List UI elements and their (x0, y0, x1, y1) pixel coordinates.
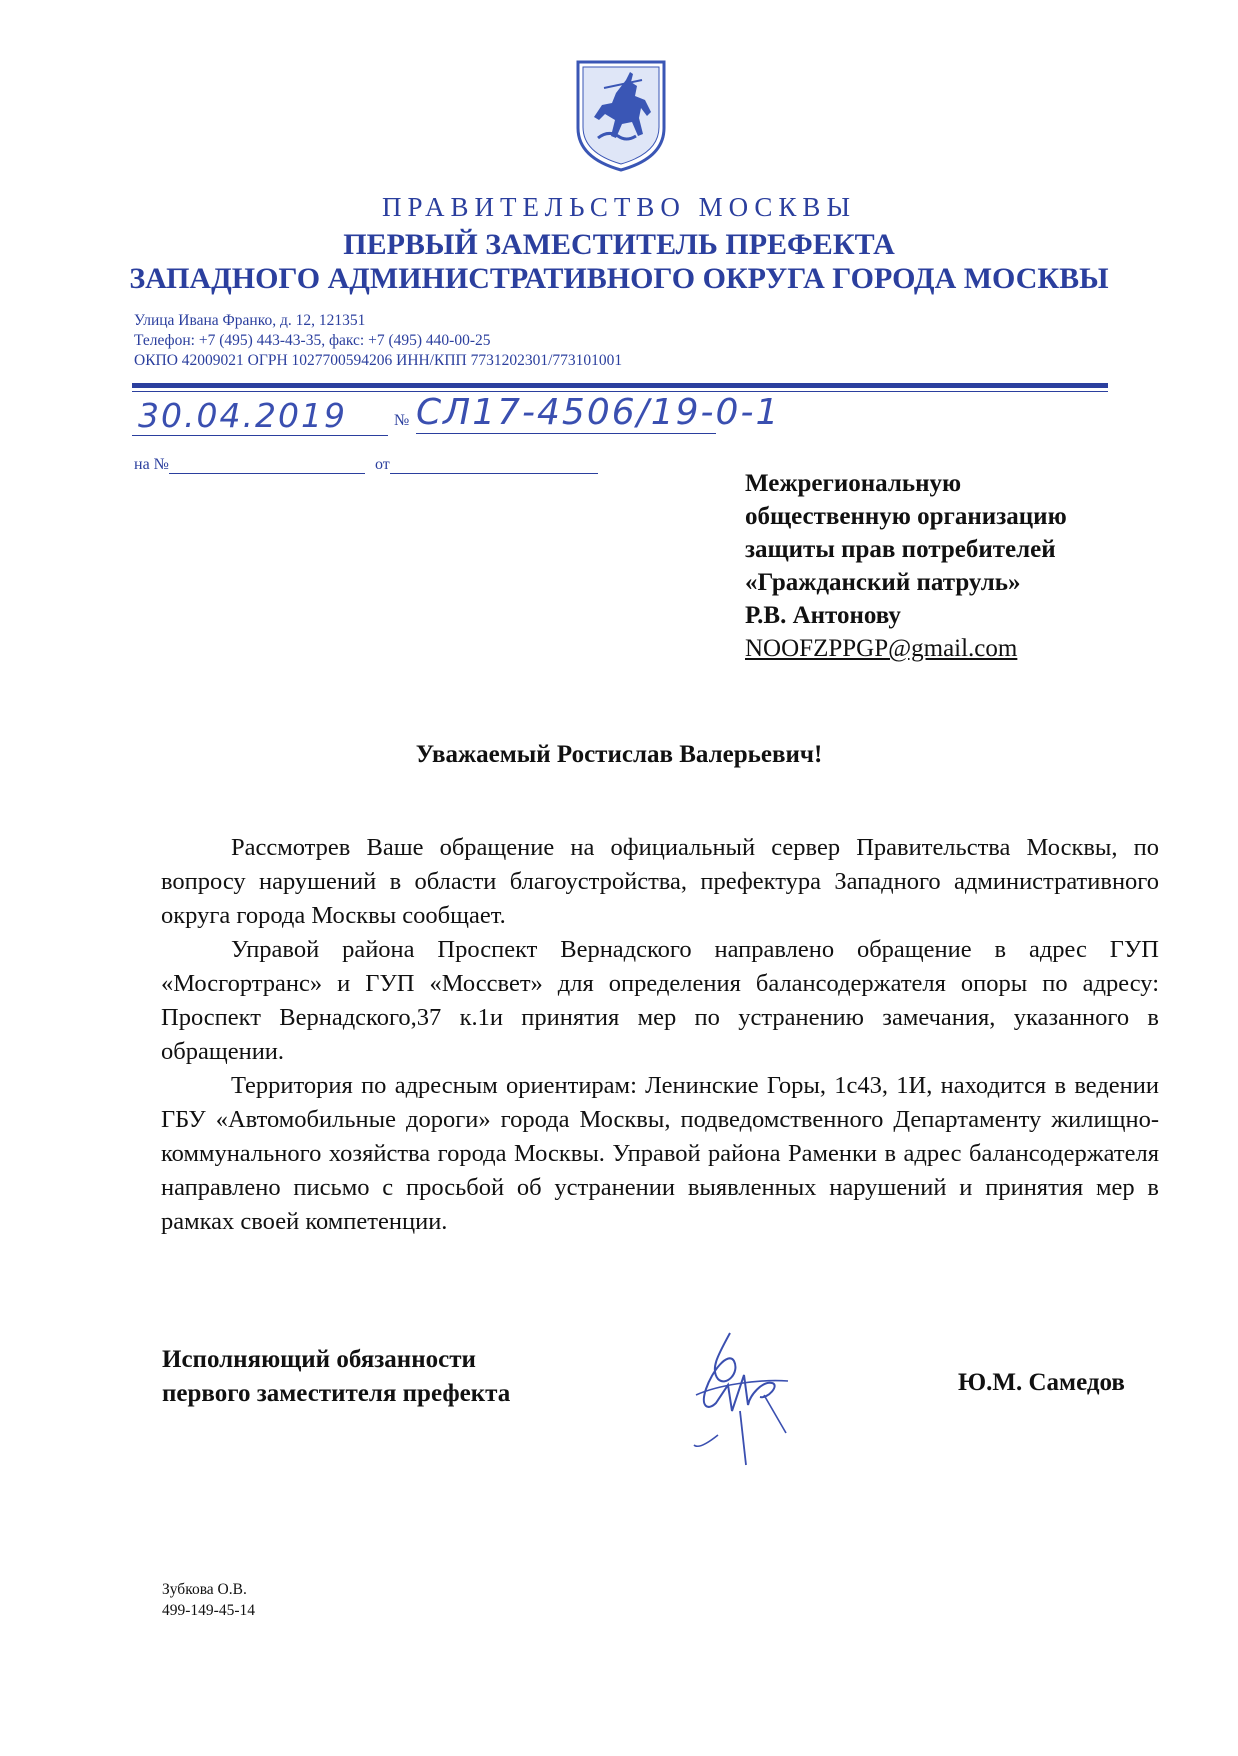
letterhead-title-line1: ПЕРВЫЙ ЗАМЕСТИТЕЛЬ ПРЕФЕКТА (343, 228, 895, 261)
letter-body (161, 831, 1159, 1239)
moscow-coat-of-arms-icon (574, 58, 668, 174)
addressee-name: Р.В. Антонову (745, 602, 901, 629)
registration-number: СЛ17-4506/19-0-1 (416, 392, 781, 433)
addressee-line: Межрегиональную (745, 470, 962, 497)
reference-number-label: на № (134, 456, 169, 473)
registration-date: 30.04.2019 (132, 396, 388, 436)
salutation: Уважаемый Ростислав Валерьевич! (415, 741, 823, 768)
body-paragraph: Управой района Проспект Вернадского направлено обращение в адрес ГУП «Мосгортранс» и ГУП «Моссвет» для определения балансодержателя опоры по адресу: Проспект Вернадского,37 к.1и принятия мер по устранению замечания, указанного в обращении. (161, 936, 1159, 1065)
letterhead-divider (132, 383, 1108, 388)
letterhead-codes: ОКПО 42009021 ОГРН 1027700594206 ИНН/КПП 7731202301/773101001 (134, 352, 623, 369)
signer-position-line1: Исполняющий обязанности (162, 1346, 476, 1373)
reference-date-blank (390, 457, 598, 474)
addressee-line: «Гражданский патруль» (745, 569, 1021, 596)
signer-position (162, 1343, 510, 1411)
letterhead-requisites (134, 311, 622, 371)
executor-info (162, 1579, 255, 1621)
handwritten-signature-icon (688, 1325, 798, 1467)
executor-name: Зубкова О.В. (162, 1581, 247, 1598)
reference-number-blank (169, 457, 365, 474)
body-paragraph: Рассмотрев Ваше обращение на официальный сервер Правительства Москвы, по вопросу нарушений в области благоустройства, префектура Западного административного округа города Москвы сообщает. (161, 834, 1159, 929)
government-name: ПРАВИТЕЛЬСТВО МОСКВЫ (381, 192, 856, 222)
reference-from-label: от (374, 456, 390, 473)
addressee-block (745, 467, 1067, 665)
signer-position-line2: первого заместителя префекта (162, 1380, 511, 1407)
letterhead-title-line2: ЗАПАДНОГО АДМИНИСТРАТИВНОГО ОКРУГА ГОРОДА МОСКВЫ (129, 262, 1109, 295)
body-paragraph: Территория по адресным ориентирам: Ленинские Горы, 1с43, 1И, находится в ведении ГБУ «Автомобильные дороги» города Москвы, подведомственного Департаменту жилищно-коммунального хозяйства города Москвы. Управой района Раменки в адрес балансодержателя направлено письмо с просьбой об устранении выявленных нарушений и принятия мер в рамках своей компетенции. (161, 1072, 1159, 1235)
letterhead-address: Улица Ивана Франко, д. 12, 121351 (134, 312, 366, 329)
addressee-line: общественную организацию (745, 503, 1067, 530)
signer-name: Ю.М. Самедов (958, 1369, 1125, 1396)
letterhead-title (0, 228, 1238, 296)
addressee-email: NOOFZPPGP@gmail.com (745, 635, 1018, 662)
reference-line (134, 456, 598, 474)
letterhead-phone: Телефон: +7 (495) 443-43-35, факс: +7 (495) 440-00-25 (134, 332, 491, 349)
registration-number-label: № (394, 412, 410, 429)
addressee-line: защиты прав потребителей (745, 536, 1056, 563)
executor-phone: 499-149-45-14 (162, 1602, 255, 1619)
